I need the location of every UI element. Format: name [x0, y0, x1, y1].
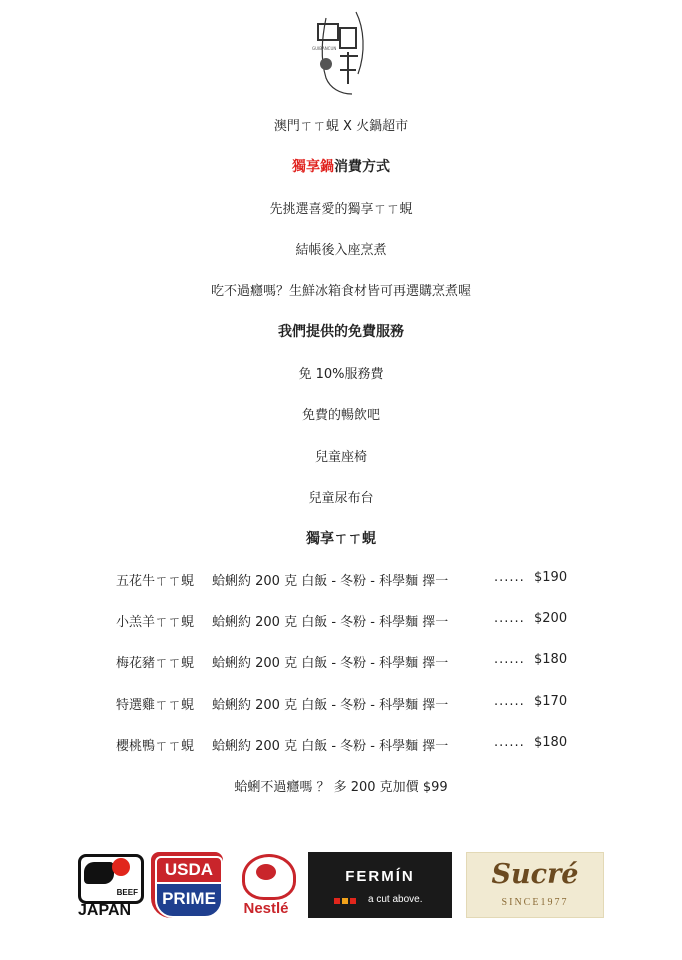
color-square-icon: [334, 898, 340, 904]
step-2: 結帳後入座烹煮: [295, 243, 387, 258]
step-1: 先挑選喜愛的獨享ㄒㄒ蜆: [269, 202, 413, 217]
heading-services: 我們提供的免費服務: [278, 324, 404, 340]
menu-item-name: 櫻桃鴨ㄒㄒ蜆: [116, 739, 195, 754]
birds-icon: [256, 864, 276, 880]
menu-item-price: $180: [534, 735, 568, 750]
menu-row: [116, 652, 566, 670]
brand-logos: [0, 852, 682, 924]
color-square-icon: [342, 898, 348, 904]
menu-row: [116, 570, 566, 588]
usda-prime-logo: [151, 852, 223, 918]
service-2: 免費的暢飲吧: [301, 408, 380, 423]
restaurant-logo: [296, 8, 386, 100]
usda-label: USDA: [155, 856, 223, 884]
addon-note: 蛤蜊不過癮嗎 ？ 多 200 克加價 $99: [234, 780, 448, 795]
menu-item-name: 特選雞ㄒㄒ蜆: [116, 698, 195, 713]
menu-item-dots: ......: [494, 570, 525, 585]
menu-item-desc: 蛤蜊約 200 克 白飯 - 冬粉 - 科學麵 擇一: [212, 656, 449, 671]
service-3: 兒童座椅: [314, 450, 367, 465]
heading-red-part: 獨享鍋: [292, 159, 334, 175]
menu-item-dots: ......: [494, 735, 525, 750]
menu-item-desc: 蛤蜊約 200 克 白飯 - 冬粉 - 科學麵 擇一: [212, 698, 449, 713]
menu-item-desc: 蛤蜊約 200 克 白飯 - 冬粉 - 科學麵 擇一: [212, 615, 449, 630]
menu-item-name: 梅花豬ㄒㄒ蜆: [116, 656, 195, 671]
service-1: 免 10%服務費: [298, 367, 384, 382]
nestle-logo: [234, 852, 298, 918]
step-3: 吃不過癮嗎？生鮮冰箱食材皆可再選購烹煮喔: [210, 284, 471, 299]
service-4: 兒童尿布台: [308, 491, 374, 506]
menu-row: [116, 735, 566, 753]
heading-rest-part: 消費方式: [334, 159, 390, 175]
menu-item-dots: ......: [494, 611, 525, 626]
sucre-label: Sucré: [491, 859, 579, 890]
menu-item-desc: 蛤蜊約 200 克 白飯 - 冬粉 - 科學麵 擇一: [212, 574, 449, 589]
menu-row: [116, 694, 566, 712]
menu-item-price: $200: [534, 611, 568, 626]
heading-consumption: [0, 156, 682, 176]
sucre-since: SINCE1977: [501, 897, 569, 908]
fermin-tagline: a cut above.: [368, 894, 423, 905]
beef-label: BEEF: [116, 888, 138, 897]
sun-icon: [112, 858, 130, 876]
menu-item-price: $180: [534, 652, 568, 667]
menu-item-dots: ......: [494, 694, 525, 709]
menu-item-desc: 蛤蜊約 200 克 白飯 - 冬粉 - 科學麵 擇一: [212, 739, 449, 754]
menu-item-name: 小羔羊ㄒㄒ蜆: [116, 615, 195, 630]
heading-menu: 獨享ㄒㄒ蜆: [306, 531, 376, 547]
prime-label: PRIME: [155, 882, 223, 918]
title-line: 澳門ㄒㄒ蜆 X 火鍋超市: [273, 119, 409, 134]
menu-item-price: $190: [534, 570, 568, 585]
fermin-logo: [308, 852, 452, 918]
menu-row: [116, 611, 566, 629]
menu-item-dots: ......: [494, 652, 525, 667]
menu-item-price: $170: [534, 694, 568, 709]
menu-item-name: 五花牛ㄒㄒ蜆: [116, 574, 195, 589]
color-square-icon: [350, 898, 356, 904]
fermin-label: FERMÍN: [345, 868, 415, 885]
beef-japan-logo: [78, 852, 142, 920]
cow-icon: [84, 862, 114, 884]
logo-small-text: GUIBANCUN: [312, 46, 337, 51]
sucre-logo: [466, 852, 604, 918]
japan-label: JAPAN: [78, 902, 132, 919]
nestle-label: Nestlé: [243, 900, 289, 917]
